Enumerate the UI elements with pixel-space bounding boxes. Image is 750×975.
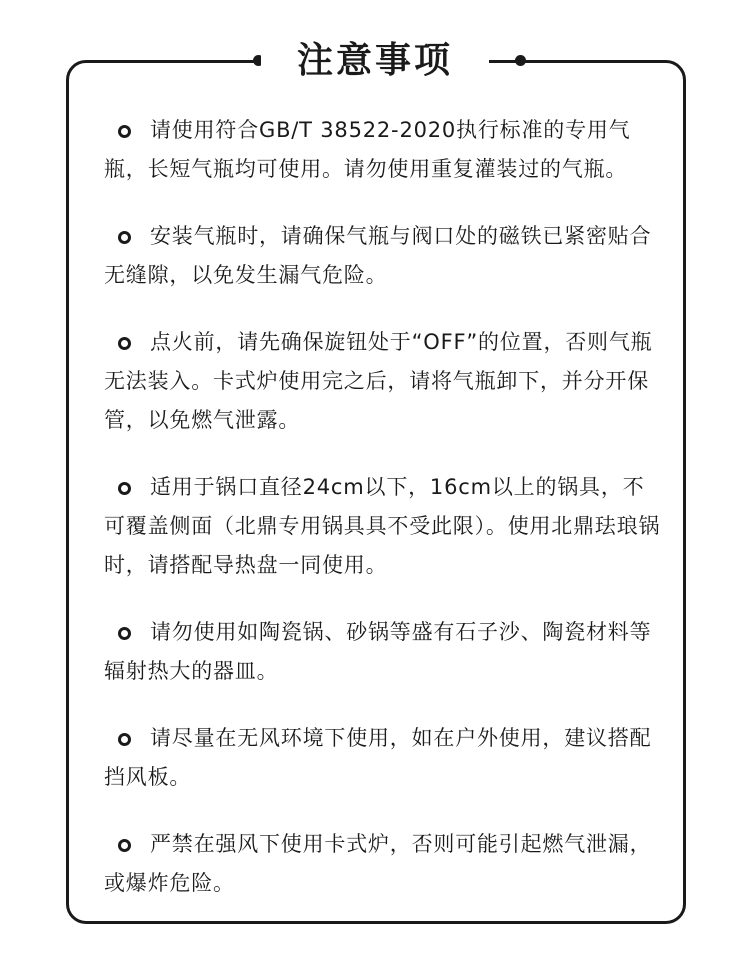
- note-item: [104, 111, 666, 189]
- note-text: 适用于锅口直径24cm以下，16cm以上的锅具，不可覆盖侧面（北鼎专用锅具具不受此限）。使用北鼎珐琅锅时，请搭配导热盘一同使用。: [104, 475, 661, 577]
- note-item: [104, 323, 666, 440]
- title-right-dot: [515, 55, 526, 66]
- note-text: 请勿使用如陶瓷锅、砂锅等盛有石子沙、陶瓷材料等辐射热大的器皿。: [104, 620, 652, 683]
- title-left-dot: [253, 55, 264, 66]
- note-text: 严禁在强风下使用卡式炉，否则可能引起燃气泄漏，或爆炸危险。: [104, 832, 652, 895]
- bullet-circle-icon: [118, 839, 131, 852]
- note-item: [104, 468, 666, 585]
- note-text: 请使用符合GB/T 38522-2020执行标准的专用气瓶，长短气瓶均可使用。请勿使用重复灌装过的气瓶。: [104, 118, 631, 181]
- note-text: 点火前，请先确保旋钮处于“OFF”的位置，否则气瓶无法装入。卡式炉使用完之后，请将气瓶卸下，并分开保管，以免燃气泄露。: [104, 330, 653, 432]
- bullet-circle-icon: [118, 627, 131, 640]
- page-title: 注意事项: [261, 30, 489, 92]
- note-item: [104, 719, 666, 797]
- bullet-circle-icon: [118, 482, 131, 495]
- bullet-circle-icon: [118, 337, 131, 350]
- notes-list: [104, 111, 666, 931]
- bullet-circle-icon: [118, 231, 131, 244]
- note-item: [104, 217, 666, 295]
- bullet-circle-icon: [118, 125, 131, 138]
- note-item: [104, 825, 666, 903]
- note-text: 安装气瓶时，请确保气瓶与阀口处的磁铁已紧密贴合无缝隙，以免发生漏气危险。: [104, 224, 652, 287]
- note-text: 请尽量在无风环境下使用，如在户外使用，建议搭配挡风板。: [104, 726, 652, 789]
- note-item: [104, 613, 666, 691]
- bullet-circle-icon: [118, 733, 131, 746]
